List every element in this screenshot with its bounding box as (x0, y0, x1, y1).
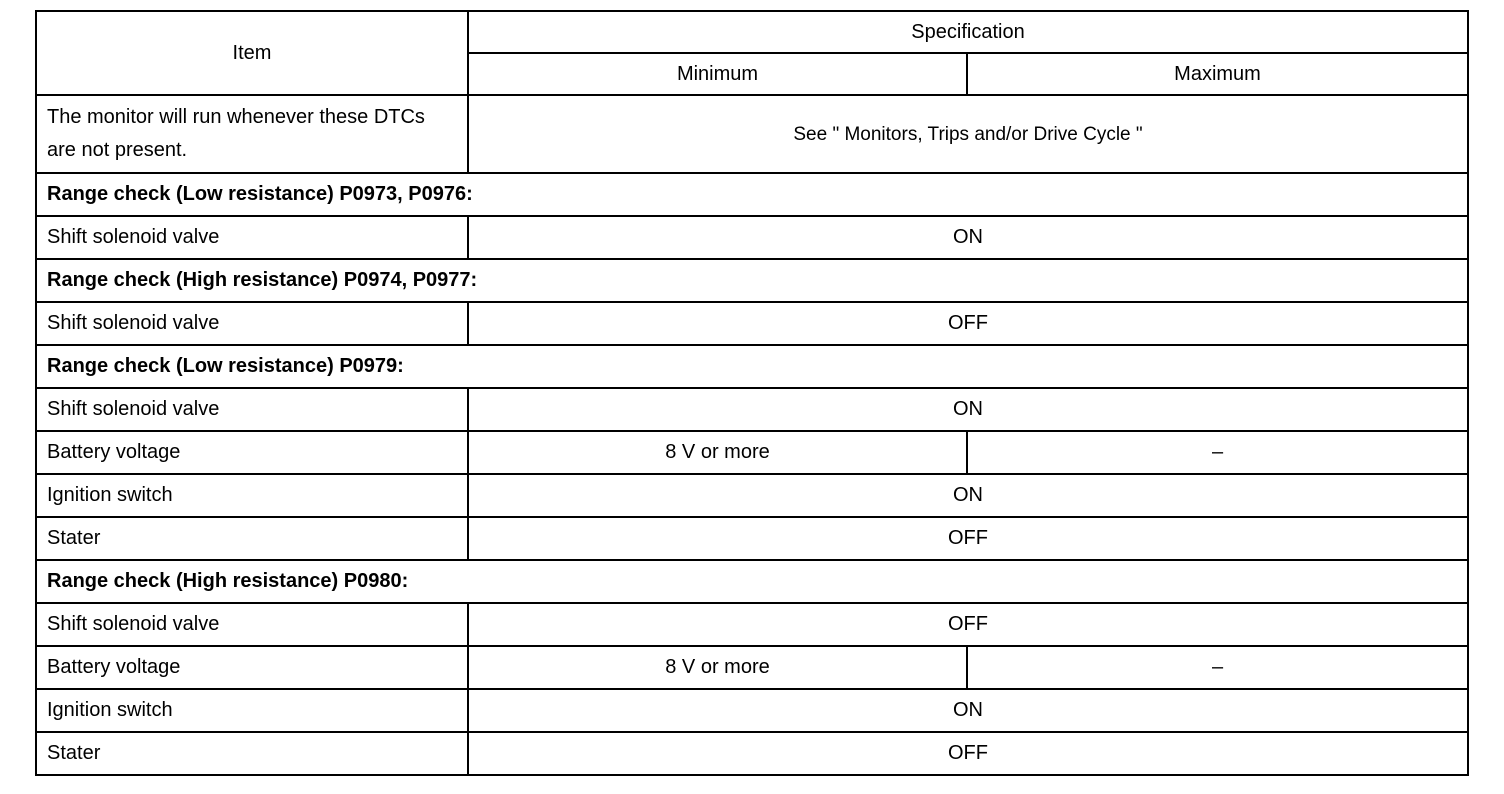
table-row (36, 474, 1468, 517)
section-title: Range check (Low resistance) P0979: (36, 345, 1468, 388)
row-min: 8 V or more (468, 431, 967, 474)
row-item: Stater (36, 732, 468, 775)
row-item: Shift solenoid valve (36, 388, 468, 431)
section-title-row (36, 560, 1468, 603)
header-row (36, 11, 1468, 53)
row-min: 8 V or more (468, 646, 967, 689)
row-item: Shift solenoid valve (36, 603, 468, 646)
intro-spec: See " Monitors, Trips and/or Drive Cycle " (468, 95, 1468, 173)
table-row (36, 302, 1468, 345)
header-minimum: Minimum (468, 53, 967, 95)
header-item: Item (36, 11, 468, 95)
table-row (36, 689, 1468, 732)
row-item: Ignition switch (36, 474, 468, 517)
row-max: – (967, 431, 1468, 474)
table-row (36, 388, 1468, 431)
table-row (36, 732, 1468, 775)
table-row (36, 431, 1468, 474)
section-title: Range check (High resistance) P0974, P0977: (36, 259, 1468, 302)
row-item: Battery voltage (36, 646, 468, 689)
row-spec: OFF (468, 603, 1468, 646)
header-specification: Specification (468, 11, 1468, 53)
row-item: Shift solenoid valve (36, 216, 468, 259)
section-title-row (36, 259, 1468, 302)
section-title: Range check (High resistance) P0980: (36, 560, 1468, 603)
row-spec: ON (468, 388, 1468, 431)
specification-table (35, 10, 1469, 776)
row-max: – (967, 646, 1468, 689)
section-title: Range check (Low resistance) P0973, P0976: (36, 173, 1468, 216)
row-spec: ON (468, 474, 1468, 517)
section-title-row (36, 345, 1468, 388)
row-spec: OFF (468, 302, 1468, 345)
row-item: Shift solenoid valve (36, 302, 468, 345)
section-title-row (36, 173, 1468, 216)
row-spec: OFF (468, 732, 1468, 775)
intro-item: The monitor will run whenever these DTCs are not present. (36, 95, 468, 173)
row-item: Stater (36, 517, 468, 560)
table-row (36, 517, 1468, 560)
row-item: Ignition switch (36, 689, 468, 732)
table-row (36, 603, 1468, 646)
table-row (36, 216, 1468, 259)
row-spec: ON (468, 689, 1468, 732)
header-maximum: Maximum (967, 53, 1468, 95)
intro-row (36, 95, 1468, 173)
row-item: Battery voltage (36, 431, 468, 474)
row-spec: OFF (468, 517, 1468, 560)
row-spec: ON (468, 216, 1468, 259)
table-row (36, 646, 1468, 689)
